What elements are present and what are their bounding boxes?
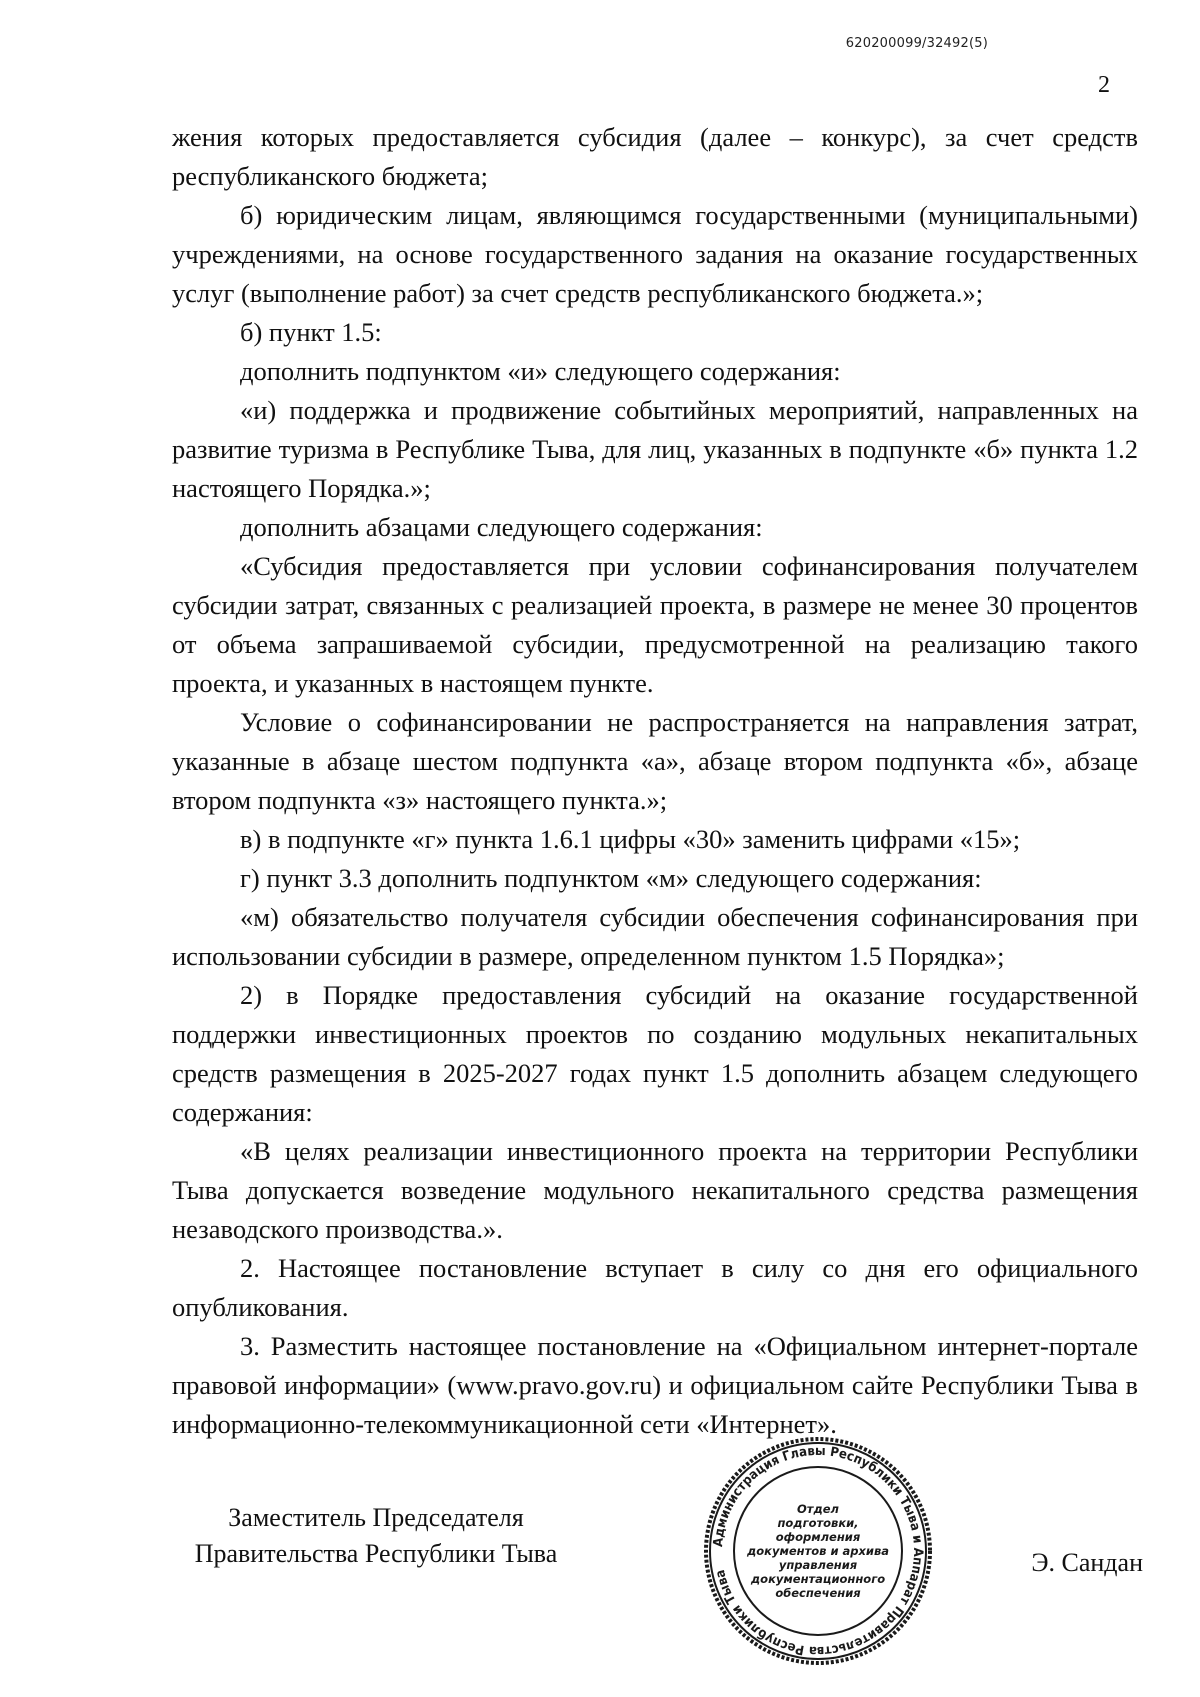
stamp-center-line: Отдел	[797, 1502, 839, 1516]
paragraph: г) пункт 3.3 дополнить подпунктом «м» следующего содержания:	[240, 863, 982, 893]
paragraph: Условие о софинансировании не распространяется на направления затрат, указанные в абзаце шестом подпункта «а», абзаце втором подпункта «б», абзаце втором подпункта «з» настоящего пункта.»;	[172, 707, 1138, 815]
paragraph: б) пункт 1.5:	[240, 317, 382, 347]
page-number: 2	[1098, 72, 1110, 98]
paragraph: «В целях реализации инвестиционного проекта на территории Республики Тыва допускается возведение модульного некапитального средства размещения незаводского производства.».	[172, 1136, 1138, 1244]
document-id: 620200099/32492(5)	[845, 36, 988, 51]
signatory-title-line-2: Правительства Республики Тыва	[194, 1539, 558, 1568]
paragraph: «Субсидия предоставляется при условии софинансирования получателем субсидии затрат, связанных с реализацией проекта, в размере не менее 30 процентов от объема запрашиваемой субсидии, предусмотренной на реализацию такого проекта, и указанных в настоящем пункте.	[172, 551, 1138, 698]
paragraph: жения которых предоставляется субсидия (далее – конкурс), за счет средств республиканского бюджета;	[172, 122, 1138, 191]
paragraph: б) юридическим лицам, являющимся государственными (муниципальными) учреждениями, на основе государственного задания на оказание государственных услуг (выполнение работ) за счет средств республиканского бюджета.»;	[172, 200, 1138, 308]
signatory-title-line-1: Заместитель Председателя	[228, 1503, 524, 1532]
stamp-center-line: управления	[778, 1558, 858, 1572]
paragraph: 2. Настоящее постановление вступает в силу со дня его официального опубликования.	[172, 1253, 1138, 1322]
stamp-center-line: обеспечения	[775, 1586, 861, 1600]
paragraph: дополнить подпунктом «и» следующего содержания:	[240, 356, 841, 386]
paragraph: 3. Разместить настоящее постановление на «Официальном интернет-портале правовой информации» (www.pravo.gov.ru) и официальном сайте Республики Тыва в информационно-телекоммуникационной сети «Интернет».	[172, 1331, 1138, 1439]
paragraph: в) в подпункте «г» пункта 1.6.1 цифры «30» заменить цифрами «15»;	[240, 824, 1021, 854]
paragraph: дополнить абзацами следующего содержания:	[240, 512, 763, 542]
stamp-ring-text: Администрация Главы Республики Тыва и Аппарат Правительства Республики Тыва	[711, 1443, 926, 1659]
stamp-center-line: документационного	[750, 1572, 886, 1586]
stamp-center-text	[746, 1502, 889, 1600]
paragraph: «м) обязательство получателя субсидии обеспечения софинансирования при использовании субсидии в размере, определенном пунктом 1.5 Порядка»;	[172, 902, 1138, 971]
paragraph: 2) в Порядке предоставления субсидий на оказание государственной поддержки инвестиционных проектов по созданию модульных некапитальных средств размещения в 2025-2027 годах пункт 1.5 дополнить абзацем следующего содержания:	[172, 980, 1138, 1127]
stamp-center-line: оформления	[775, 1530, 861, 1544]
stamp-center-line: документов и архива	[746, 1544, 890, 1558]
signatory-name: Э. Сандан	[1031, 1548, 1143, 1577]
signatory-title	[176, 1500, 576, 1572]
official-stamp	[702, 1435, 934, 1667]
paragraph: «и) поддержка и продвижение событийных мероприятий, направленных на развитие туризма в Республике Тыва, для лиц, указанных в подпункте «б» пункта 1.2 настоящего Порядка.»;	[172, 395, 1138, 503]
document-body	[172, 118, 1138, 1444]
stamp-center-line: подготовки,	[777, 1516, 859, 1530]
